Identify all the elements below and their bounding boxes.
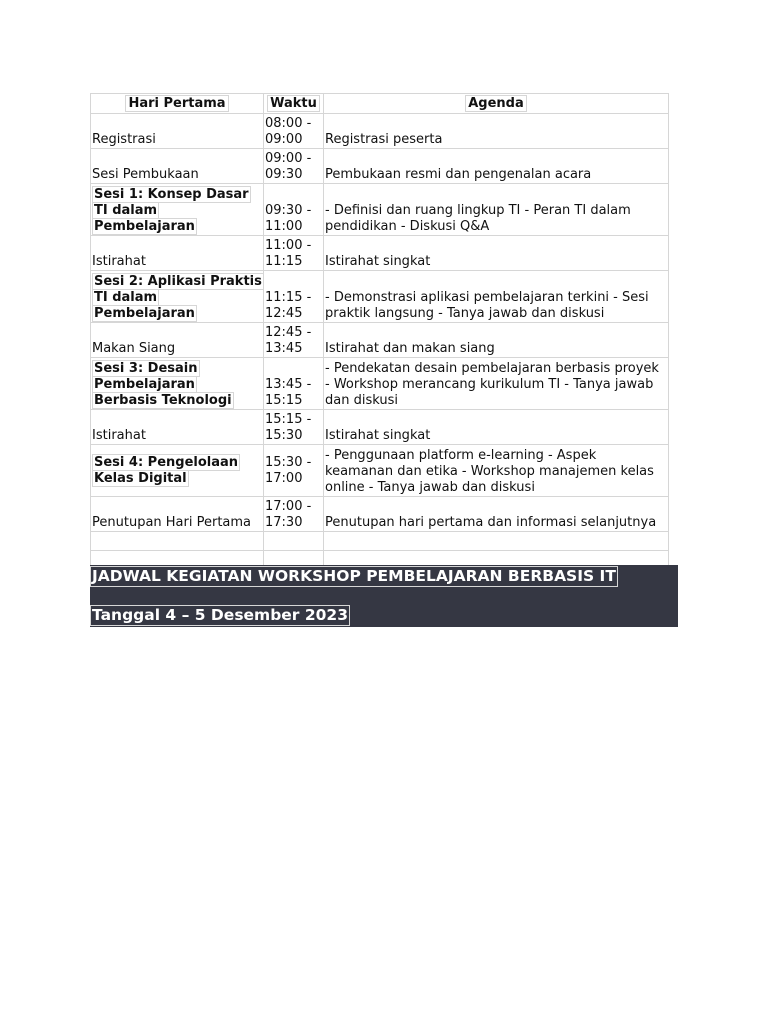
empty-row (91, 532, 669, 551)
header-day (91, 94, 264, 114)
table-row (91, 236, 669, 271)
agenda-cell: - Demonstrasi aplikasi pembelajaran terkini - Sesi praktik langsung - Tanya jawab dan diskusi (324, 271, 669, 323)
time-cell: 09:30 - 11:00 (264, 184, 324, 236)
header-day-label: Hari Pertama (125, 95, 228, 112)
schedule-table (90, 93, 669, 570)
session-title: Sesi 4: Pengelolaan Kelas Digital (94, 454, 239, 486)
agenda-cell: Pembukaan resmi dan pengenalan acara (324, 149, 669, 184)
time-cell: 15:30 - 17:00 (264, 445, 324, 497)
time-cell: 09:00 - 09:30 (264, 149, 324, 184)
header-row (91, 94, 669, 114)
header-agenda (324, 94, 669, 114)
table-row (91, 184, 669, 236)
activity-cell: Makan Siang (91, 323, 264, 358)
time-cell: 17:00 - 17:30 (264, 497, 324, 532)
empty-cell (324, 532, 669, 551)
header-time-label: Waktu (267, 95, 320, 112)
agenda-cell: Penutupan hari pertama dan informasi selanjutnya (324, 497, 669, 532)
empty-cell (264, 532, 324, 551)
agenda-cell: Registrasi peserta (324, 114, 669, 149)
agenda-cell: - Penggunaan platform e-learning - Aspek keamanan dan etika - Workshop manajemen kelas online - Tanya jawab dan diskusi (324, 445, 669, 497)
table-row (91, 114, 669, 149)
title-banner (90, 565, 678, 627)
time-cell: 13:45 - 15:15 (264, 358, 324, 410)
table-row (91, 410, 669, 445)
table-row (91, 149, 669, 184)
time-cell: 15:15 - 15:30 (264, 410, 324, 445)
header-time (264, 94, 324, 114)
agenda-cell: Istirahat dan makan siang (324, 323, 669, 358)
session-title: Sesi 1: Konsep Dasar TI dalam Pembelajaran (94, 187, 249, 234)
header-agenda-label: Agenda (465, 95, 527, 112)
activity-cell (91, 184, 264, 236)
time-cell: 11:00 - 11:15 (264, 236, 324, 271)
banner-date: Tanggal 4 – 5 Desember 2023 (92, 606, 348, 624)
time-cell: 12:45 - 13:45 (264, 323, 324, 358)
time-cell: 11:15 - 12:45 (264, 271, 324, 323)
table-row (91, 445, 669, 497)
activity-cell: Sesi Pembukaan (91, 149, 264, 184)
time-cell: 08:00 - 09:00 (264, 114, 324, 149)
banner-title: JADWAL KEGIATAN WORKSHOP PEMBELAJARAN BERBASIS IT (92, 567, 616, 585)
table-row (91, 271, 669, 323)
session-title: Sesi 2: Aplikasi Praktis TI dalam Pembelajaran (94, 274, 262, 321)
activity-cell: Istirahat (91, 410, 264, 445)
activity-cell (91, 271, 264, 323)
activity-cell: Registrasi (91, 114, 264, 149)
agenda-cell: Istirahat singkat (324, 410, 669, 445)
activity-cell (91, 358, 264, 410)
session-title: Sesi 3: Desain Pembelajaran Berbasis Teknologi (94, 361, 232, 408)
agenda-cell: - Definisi dan ruang lingkup TI - Peran TI dalam pendidikan - Diskusi Q&A (324, 184, 669, 236)
table-row (91, 358, 669, 410)
table-row (91, 323, 669, 358)
activity-cell (91, 445, 264, 497)
table-row (91, 497, 669, 532)
empty-cell (91, 532, 264, 551)
agenda-cell: Istirahat singkat (324, 236, 669, 271)
activity-cell: Istirahat (91, 236, 264, 271)
agenda-cell: - Pendekatan desain pembelajaran berbasis proyek - Workshop merancang kurikulum TI - Tanya jawab dan diskusi (324, 358, 669, 410)
activity-cell: Penutupan Hari Pertama (91, 497, 264, 532)
